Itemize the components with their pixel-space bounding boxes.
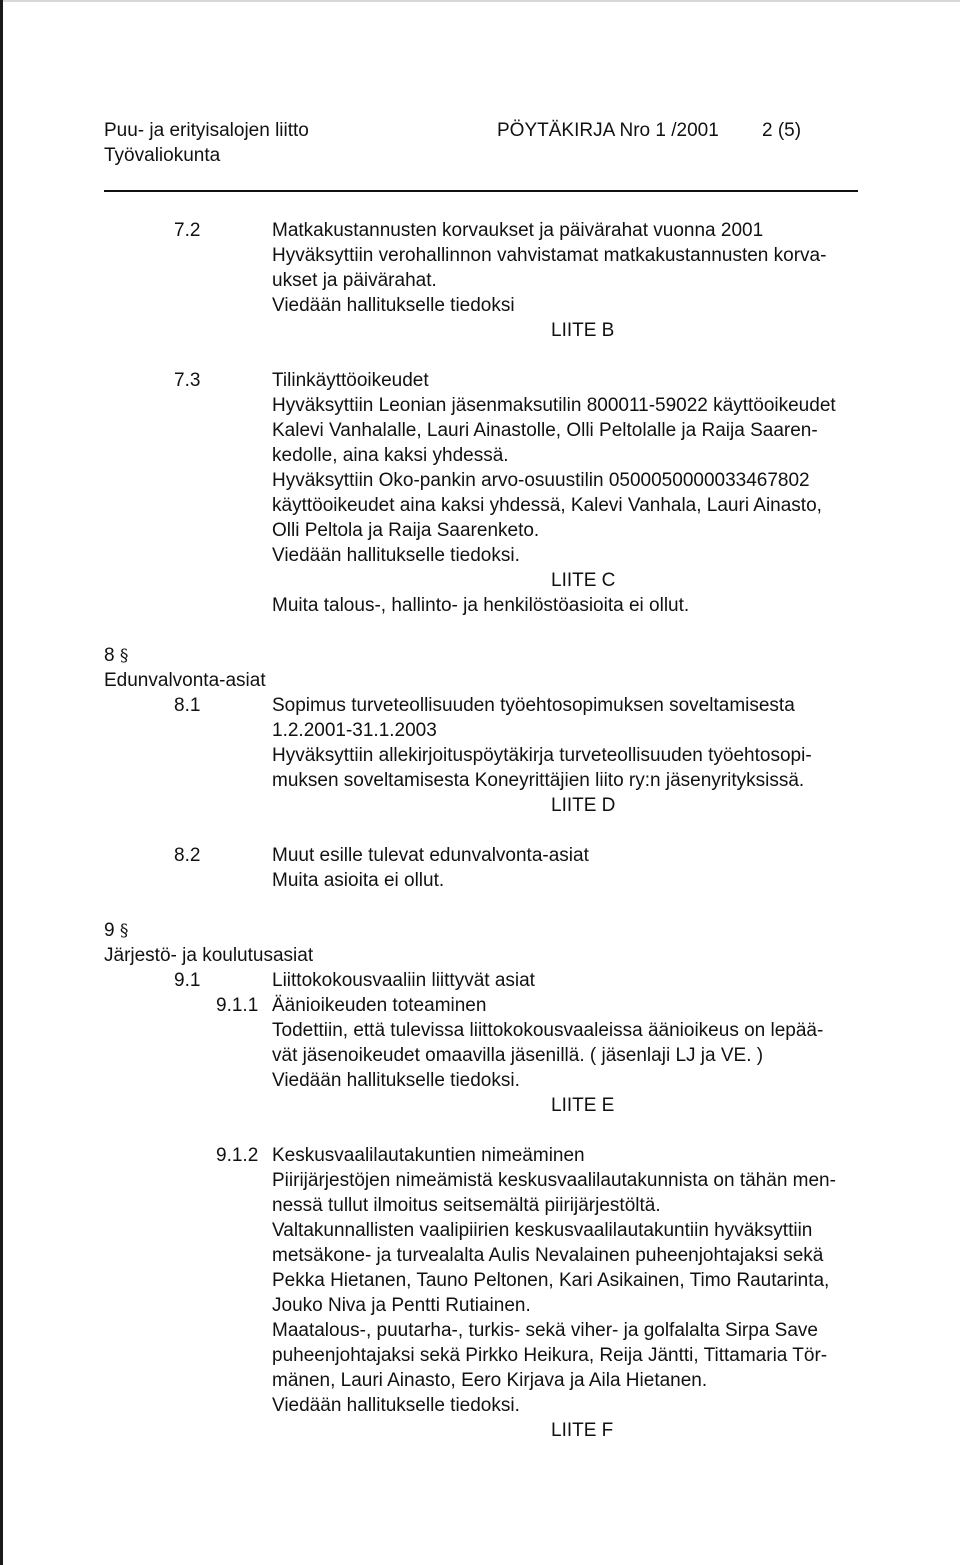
item-7-2-line: ukset ja päivärahat. xyxy=(272,270,437,291)
header-doc-title: PÖYTÄKIRJA Nro 1 /2001 xyxy=(497,120,719,141)
item-8-1-line: 1.2.2001-31.1.2003 xyxy=(272,720,437,741)
item-7-2-line: Hyväksyttiin verohallinnon vahvistamat matkakustannusten korva- xyxy=(272,245,827,266)
attachment-label-c: LIITE C xyxy=(551,570,616,591)
item-number-8-1: 8.1 xyxy=(174,695,201,716)
item-9-1-1-title: Äänioikeuden toteaminen xyxy=(272,995,487,1016)
item-9-1-2-line: mänen, Lauri Ainasto, Eero Kirjava ja Aila Hietanen. xyxy=(272,1370,708,1391)
item-7-3-closing: Muita talous-, hallinto- ja henkilöstöasioita ei ollut. xyxy=(272,595,690,616)
item-number-9-1-2: 9.1.2 xyxy=(216,1145,259,1166)
item-7-3-line: kedolle, aina kaksi yhdessä. xyxy=(272,445,509,466)
section-number: 9 xyxy=(104,920,115,941)
item-8-2-line: Muut esille tulevat edunvalvonta-asiat xyxy=(272,845,589,866)
item-7-2-line: Matkakustannusten korvaukset ja päivärahat vuonna 2001 xyxy=(272,220,764,241)
item-7-2-line: Viedään hallitukselle tiedoksi xyxy=(272,295,515,316)
section-number: 8 xyxy=(104,645,115,666)
item-9-1-2-line: Maatalous-, puutarha-, turkis- sekä viher- ja golfalalta Sirpa Save xyxy=(272,1320,818,1341)
header-rule xyxy=(104,190,858,192)
section-title-9: Järjestö- ja koulutusasiat xyxy=(104,945,314,966)
item-7-3-body xyxy=(272,368,836,568)
item-9-1-2-body xyxy=(272,1168,836,1418)
section-heading-9 xyxy=(104,918,128,944)
header-org: Puu- ja erityisalojen liitto xyxy=(104,120,309,141)
item-number-7-2: 7.2 xyxy=(174,220,201,241)
item-9-1-2-line: Jouko Niva ja Pentti Rutiainen. xyxy=(272,1295,531,1316)
item-8-1-line: Sopimus turveteollisuuden työehtosopimuksen soveltamisesta xyxy=(272,695,795,716)
item-number-9-1-1: 9.1.1 xyxy=(216,995,259,1016)
attachment-label-f: LIITE F xyxy=(551,1420,614,1441)
item-9-1-2-line: Piirijärjestöjen nimeämistä keskusvaalilautakunnista on tähän men- xyxy=(272,1170,836,1191)
item-9-1-2-title: Keskusvaalilautakuntien nimeäminen xyxy=(272,1145,585,1166)
attachment-label-d: LIITE D xyxy=(551,795,616,816)
item-9-1-2-line: puheenjohtajaksi sekä Pirkko Heikura, Reija Jäntti, Tittamaria Tör- xyxy=(272,1345,828,1366)
item-8-1-line: muksen soveltamisesta Koneyrittäjien liito ry:n jäsenyrityksissä. xyxy=(272,770,805,791)
scan-edge-top xyxy=(0,0,960,2)
item-9-1-1-line: vät jäsenoikeudet omaavilla jäsenillä. ( jäsenlaji LJ ja VE. ) xyxy=(272,1045,764,1066)
item-9-1-2-line: nessä tullut ilmoitus seitsemältä piirijärjestöltä. xyxy=(272,1195,661,1216)
item-7-3-line: Hyväksyttiin Oko-pankin arvo-osuustilin 0500050000033467802 xyxy=(272,470,810,491)
item-8-1-body xyxy=(272,693,812,793)
attachment-label-b: LIITE B xyxy=(551,320,615,341)
item-9-1-1-body xyxy=(272,1018,823,1093)
item-8-1-line: Hyväksyttiin allekirjoituspöytäkirja turveteollisuuden työehtosopi- xyxy=(272,745,812,766)
item-9-1-1-line: Todettiin, että tulevissa liittokokousvaaleissa äänioikeus on lepää- xyxy=(272,1020,824,1041)
item-7-3-line: Kalevi Vanhalalle, Lauri Ainastolle, Olli Peltolalle ja Raija Saaren- xyxy=(272,420,818,441)
section-sign-icon: § xyxy=(119,921,129,941)
item-9-1-title: Liittokokousvaaliin liittyvät asiat xyxy=(272,970,535,991)
item-7-3-line: Viedään hallitukselle tiedoksi. xyxy=(272,545,520,566)
scan-edge-left xyxy=(0,0,3,1565)
item-7-2-body xyxy=(272,218,826,318)
item-number-7-3: 7.3 xyxy=(174,370,201,391)
item-number-9-1: 9.1 xyxy=(174,970,201,991)
item-number-8-2: 8.2 xyxy=(174,845,201,866)
item-9-1-2-line: Valtakunnallisten vaalipiirien keskusvaalilautakuntiin hyväksyttiin xyxy=(272,1220,813,1241)
item-7-3-line: Tilinkäyttöoikeudet xyxy=(272,370,429,391)
section-title-8: Edunvalvonta-asiat xyxy=(104,670,266,691)
item-7-3-line: Olli Peltola ja Raija Saarenketo. xyxy=(272,520,540,541)
section-sign-icon: § xyxy=(119,646,129,666)
item-9-1-1-line: Viedään hallitukselle tiedoksi. xyxy=(272,1070,520,1091)
item-9-1-2-line: metsäkone- ja turvealalta Aulis Nevalainen puheenjohtajaksi sekä xyxy=(272,1245,824,1266)
item-9-1-2-line: Pekka Hietanen, Tauno Peltonen, Kari Asikainen, Timo Rautarinta, xyxy=(272,1270,830,1291)
item-8-2-line: Muita asioita ei ollut. xyxy=(272,870,445,891)
item-7-3-line: Hyväksyttiin Leonian jäsenmaksutilin 800011-59022 käyttöoikeudet xyxy=(272,395,836,416)
section-heading-8 xyxy=(104,643,128,669)
item-8-2-body xyxy=(272,843,589,893)
attachment-label-e: LIITE E xyxy=(551,1095,615,1116)
item-7-3-line: käyttöoikeudet aina kaksi yhdessä, Kalevi Vanhala, Lauri Ainasto, xyxy=(272,495,822,516)
header-page-number: 2 (5) xyxy=(762,120,802,141)
item-9-1-2-line: Viedään hallitukselle tiedoksi. xyxy=(272,1395,520,1416)
header-committee: Työvaliokunta xyxy=(104,145,221,166)
